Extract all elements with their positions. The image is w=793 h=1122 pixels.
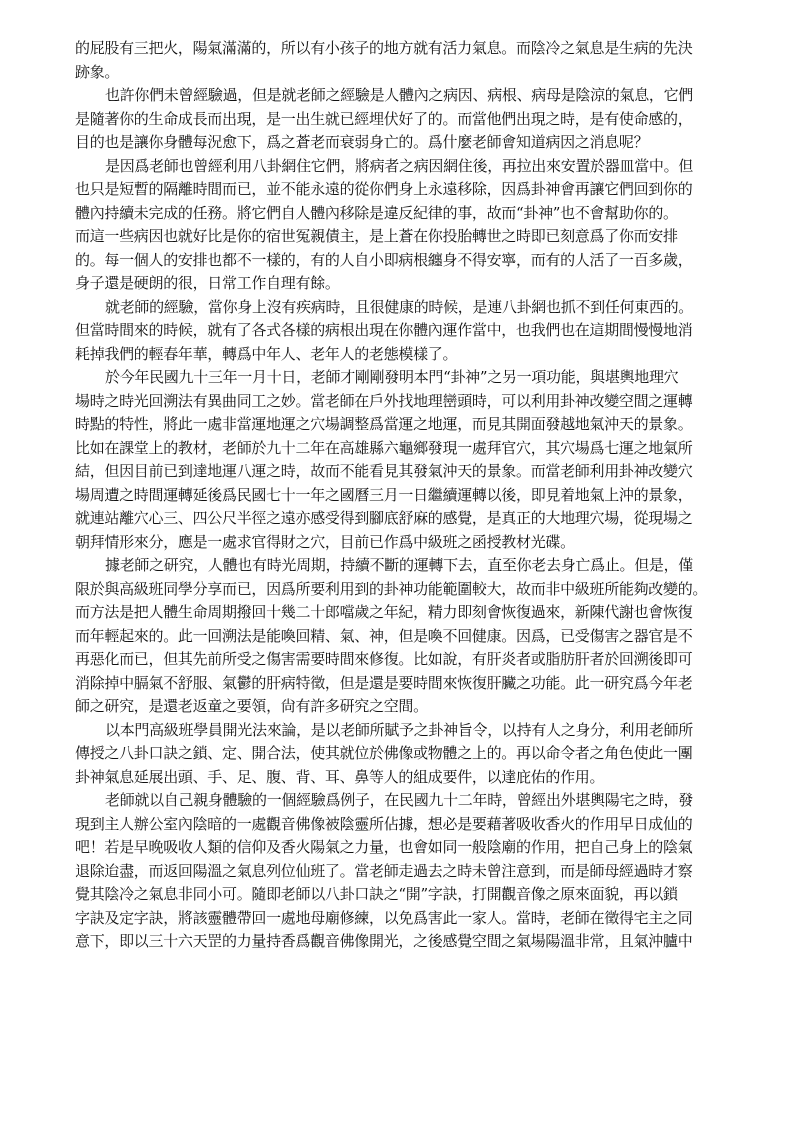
text-line: 覺其陰冷之氣息非同小可。隨即老師以八卦口訣之“開”字訣，打開觀音像之原來面貌，再以鎖 [75, 885, 678, 903]
text-line: 就連站離穴心三、四公尺半徑之遠亦感受得到腳底舒麻的感覺，是真正的大地理穴場，從現場之 [75, 509, 693, 527]
text-line: 老師就以自己親身體驗的一個經驗爲例子，在民國九十二年時，曾經出外堪輿陽宅之時，發 [105, 791, 694, 809]
text-line: 限於與高級班同學分享而已，因爲所要利用到的卦神功能範圍較大，故而非中級班所能夠改變的。 [75, 579, 708, 598]
text-line: 據老師之研究，人體也有時光周期，持續不斷的運轉下去，直至你老去身亡爲止。但是，僅 [105, 556, 694, 574]
text-line: 比如在課堂上的教材，老師於九十二年在高雄縣六龜鄉發現一處拜官穴，其穴場爲七運之地氣所 [75, 438, 693, 457]
text-line: 消除掉中膈氣不舒服、氣鬱的肝病特徵，但是還是要時間來恢復肝臟之功能。此一研究爲今年老 [75, 673, 693, 692]
text-line: 就老師的經驗，當你身上沒有疾病時，且很健康的時候，是連八卦網也抓不到任何東西的。 [105, 297, 694, 316]
text-line: 字訣及定字訣，將該靈體帶回一處地母廟修練，以免爲害此一家人。當時，老師在徵得宅主之同 [75, 908, 693, 927]
text-line: 吧！若是早晚吸收人類的信仰及香火陽氣之力量，也會如同一般陰廟的作用，把自己身上的陰氣 [75, 838, 693, 856]
text-line: 也許你們未曾經驗過，但是就老師之經驗是人體內之病因、病根、病母是陰涼的氣息，它們 [105, 86, 694, 104]
text-line: 耗掉我們的輕春年華，轉爲中年人、老年人的老態模樣了。 [75, 344, 458, 363]
text-line: 場周遭之時間運轉延後爲民國七十一年之國曆三月一日繼續運轉以後，即見着地氣上沖的景象， [75, 485, 693, 504]
text-line: 再惡化而已，但其先前所受之傷害需要時間來修復。比如說，有肝炎者或脂肪肝者於回溯後即可 [75, 650, 693, 668]
text-line: 結，但因目前已到達地運八運之時，故而不能看見其發氣沖天的景象。而當老師利用卦神改變穴 [75, 462, 693, 480]
text-line: 的屁股有三把火，陽氣滿滿的，所以有小孩子的地方就有活力氣息。而陰冷之氣息是生病的先決 [75, 39, 693, 57]
text-line: 傳授之八卦口訣之鎖、定、開合法，使其就位於佛像或物體之上的。再以命令者之角色使此一團 [75, 744, 693, 762]
text-line: 以本門高級班學員開光法來論，是以老師所賦予之卦神旨令，以持有人之身分，利用老師所 [105, 720, 694, 739]
text-line: 意下，即以三十六天罡的力量持香爲觀音佛像開光，之後感覺空間之氣場陽溫非常，且氣沖臚中 [75, 932, 693, 950]
text-line: 而這一些病因也就好比是你的宿世冤親債主，是上蒼在你投胎轉世之時即已刻意爲了你而安排 [75, 227, 678, 245]
text-line: 而年輕起來的。此一回溯法是能喚回精、氣、神，但是喚不回健康。因爲，已受傷害之器官是不 [75, 626, 693, 645]
text-line: 的。每一個人的安排也都不一樣的，有的人自小即病根纏身不得安寧，而有的人活了一百多歲， [75, 250, 693, 269]
text-line: 身子還是硬朗的很，日常工作自理有餘。 [75, 274, 340, 292]
text-line: 於今年民國九十三年一月十日，老師才剛剛發明本門“卦神”之另一項功能，與堪輿地理穴 [105, 368, 679, 386]
text-line: 師之研究，是還老返童之要領，尙有許多研究之空間。 [75, 697, 428, 715]
document-page [75, 37, 747, 954]
text-line: 現到主人辦公室內陰暗的一處觀音佛像被陰靈所佔據，想必是要藉著吸收香火的作用早日成仙的 [75, 814, 693, 833]
text-line: 是隨著你的生命成長而出現，是一出生就已經埋伏好了的。而當他們出現之時，是有使命感的， [75, 109, 693, 128]
text-line: 但當時間來的時候，就有了各式各樣的病根出現在你體內運作當中，也我們也在這期間慢慢地消 [75, 321, 693, 339]
text-line: 卦神氣息延展出頭、手、足、腹、背、耳、鼻等人的組成要件，以達庇佑的作用。 [75, 767, 605, 786]
text-line: 是因爲老師也曾經利用八卦網住它們，將病者之病因網住後，再拉出來安置於器皿當中。但 [105, 156, 694, 175]
text-line: 跡象。 [75, 62, 120, 81]
text-line: 而方法是把人體生命周期撥回十幾二十郎噹歲之年紀，精力即刻會恢復過來，新陳代謝也會恢復 [75, 603, 693, 621]
text-line: 也只是短暫的隔離時間而已，並不能永遠的從你們身上永遠移除，因爲卦神會再讓它們回到你的 [75, 180, 693, 198]
text-line: 退除迨盡，而返回陽溫之氣息列位仙班了。當老師走過去之時未曾注意到，而是師母經過時才察 [75, 861, 693, 880]
text-line: 體內持續未完成的任務。將它們自人體內移除是違反紀律的事，故而“卦神”也不會幫助你的。 [75, 203, 678, 222]
text-line: 朝拜情形來分，應是一處求官得財之穴，目前已作爲中級班之函授教材光碟。 [75, 532, 575, 551]
text-line: 場時之時光回溯法有異曲同工之妙。當老師在戶外找地理巒頭時，可以利用卦神改變空間之運轉 [75, 391, 693, 410]
text-line: 目的也是讓你身體每況愈下，爲之蒼老而衰弱身亡的。爲什麼老師會知道病因之消息呢？ [75, 133, 649, 151]
text-line: 時點的特性，將此一處非當運地運之穴場調整爲當運之地運，而見其開面發越地氣沖天的景象。 [75, 415, 693, 433]
